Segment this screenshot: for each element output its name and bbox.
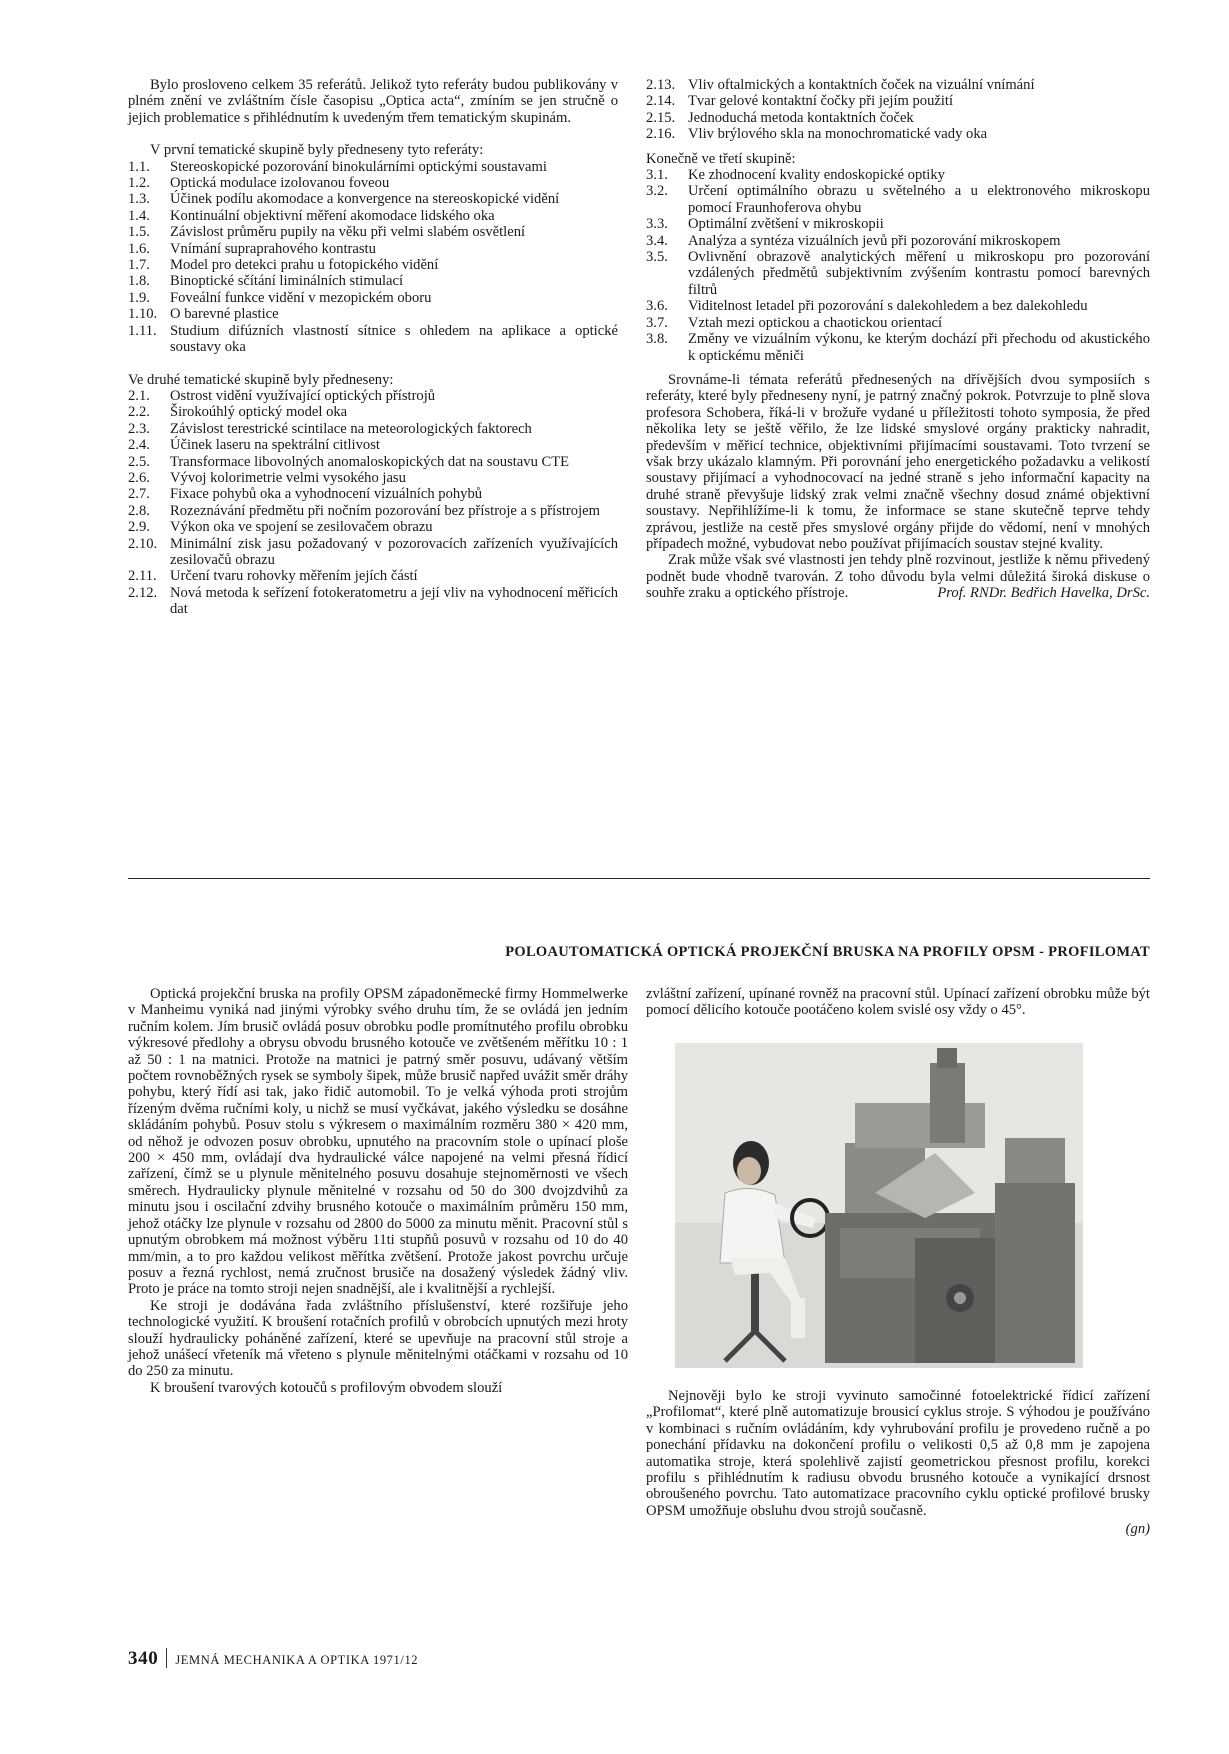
list-item-number: 1.11. <box>128 322 157 339</box>
article-paragraph-5: Nejnověji bylo ke stroji vyvinuto samočinné fotoelektrické řídicí zařízení „Profilomat“, které plně automatizuje brousicí cyklus stroje. S výhodou je používáno v kombinaci s ručním ovládáním, kdy vyhrubování profilu je provedeno ručně a po ponechání přídavku na dokončení profilu o velikosti 0,5 až 0,8 mm je zapojena automatika stroje, která spolehlivě zajistí geometrickou přesnost profilu, korekci profilu s přihlédnutím k radiusu obvodu brusného kotouče a vynikající drsnost obroušeného povrchu. Tato automatizace pracovního cyklu optické profilové brusky OPSM umožňuje obsluhu dvou strojů současně. <box>646 1388 1150 1519</box>
list-item-number: 3.4. <box>646 232 668 249</box>
list-item-text: Ke zhodnocení kvality endoskopické optiky <box>688 167 945 184</box>
list-item-text: Jednoduchá metoda kontaktních čoček <box>688 109 914 126</box>
list-item-text: Širokoúhlý optický model oka <box>170 404 348 421</box>
list-item-number: 2.1. <box>128 387 150 404</box>
footer-separator <box>166 1648 167 1668</box>
list-item-text: Model pro detekci prahu u fotopického vidění <box>170 257 439 274</box>
list-item-text: O barevné plastice <box>170 306 279 323</box>
list-item-text: Vliv oftalmických a kontaktních čoček na vizuální vnímání <box>688 77 1035 93</box>
top-left-column <box>128 77 618 618</box>
group2-heading: Ve druhé tematické skupině byly předneseny: <box>128 371 394 388</box>
list-item <box>128 175 618 191</box>
list-item <box>128 388 618 404</box>
list-item-text: Stereoskopické pozorování binokulárními optickými soustavami <box>170 158 547 175</box>
list-item-number: 1.5. <box>128 224 150 241</box>
list-item-text: Optimální zvětšení v mikroskopii <box>688 216 884 233</box>
list-item <box>128 536 618 569</box>
list-item-text: Kontinuální objektivní měření akomodace lidského oka <box>170 207 495 224</box>
page-number: 340 <box>128 1648 159 1669</box>
list-item-number: 1.10. <box>128 306 158 323</box>
list-item <box>646 183 1150 216</box>
list-item <box>646 126 1150 142</box>
list-item-number: 2.9. <box>128 519 150 536</box>
list-item <box>128 323 618 356</box>
list-item <box>128 191 618 207</box>
report-paragraph-2-text: Zrak může však své vlastnosti jen tehdy plně rozvinout, jestliže k němu přivedený podnět bude vhodně tvarován. Z toho důvodu byla velmi důležitá široká diskuse o souhře zraku a optického přístroje. <box>646 552 1150 602</box>
list-item-number: 1.2. <box>128 175 150 192</box>
list-item-number: 2.14. <box>646 93 676 110</box>
list-item-text: Foveální funkce vidění v mezopickém oboru <box>170 289 432 306</box>
article-right-column-bottom <box>646 1388 1150 1538</box>
list-item-number: 1.1. <box>128 158 150 175</box>
list-item-number: 2.5. <box>128 453 150 470</box>
list-item <box>646 249 1150 298</box>
list-item-number: 2.10. <box>128 535 158 552</box>
report-signature: Prof. RNDr. Bedřich Havelka, DrSc. <box>937 585 1150 602</box>
list-item-number: 2.15. <box>646 109 676 126</box>
list-item <box>646 77 1150 93</box>
list-item <box>128 404 618 420</box>
list-item-number: 2.4. <box>128 437 150 454</box>
list-item-text: Analýza a syntéza vizuálních jevů při pozorování mikroskopem <box>688 232 1061 249</box>
list-item <box>646 298 1150 314</box>
article-paragraph-3: K broušení tvarových kotoučů s profilovým obvodem slouží <box>150 1379 503 1396</box>
list-item-text: Určení optimálního obrazu u světelného a u elektronového mikroskopu pomocí Fraunhoferova ohybu <box>688 183 1150 216</box>
list-item <box>128 585 618 618</box>
list-item-text: Optická modulace izolovanou foveou <box>170 175 390 192</box>
list-item-number: 3.5. <box>646 249 668 266</box>
list-item-number: 2.7. <box>128 486 150 503</box>
list-item <box>128 519 618 535</box>
list-item <box>128 568 618 584</box>
list-item-number: 1.3. <box>128 191 150 208</box>
list-item <box>646 93 1150 109</box>
list-item <box>128 290 618 306</box>
group1-heading: V první tematické skupině byly předneseny tyto referáty: <box>150 142 484 159</box>
list-item-number: 2.3. <box>128 420 150 437</box>
list-item <box>128 470 618 486</box>
list-item <box>646 233 1150 249</box>
list-item-number: 1.9. <box>128 289 150 306</box>
report-paragraph-2 <box>646 552 1150 601</box>
list-item-text: Nová metoda k seřízení fotokeratometru a její vliv na vyhodnocení měřicích dat <box>170 584 618 618</box>
list-item-text: Účinek laseru na spektrální citlivost <box>170 437 380 454</box>
list-item-text: Výkon oka ve spojení se zesilovačem obrazu <box>170 519 433 536</box>
list-item-text: Určení tvaru rohovky měřením jejích částí <box>170 568 418 585</box>
list-item-text: Minimální zisk jasu požadovaný v pozorovacích zařízeních využívajících zesilovačů obrazu <box>170 535 618 568</box>
list-item <box>128 224 618 240</box>
article-paragraph-1: Optická projekční bruska na profily OPSM západoněmecké firmy Hommelwerke v Manheimu vyniká nad jinými výrobky svého druhu tím, že se ovládá jen jedním ručním kolem. Jím brusič ovládá posuv obrobku podle promítnutého profilu obrobku výkresové předlohy a obrysu obvodu brusného kotouče ve zvětšeném měřítku 10 : 1 až 50 : 1 na matnici. Protože na matnici je patrný směr posuvu, udávaný větším počtem rovnoběžných rysek se symboly šipek, může brusič napřed uvážit směr dráhy pohybu, který řídí asi tak, jako řidič automobil. To je velká výhoda proti strojům řízeným dvěma ručními koly, u nichž se musí vyčkávat, jakého výsledku se dosáhne skládáním pohybů. Posuv stolu s výkresem o maximálním rozměru 380 × 420 mm, od něhož je odvozen posuv obrobku, upnutého na pracovním stole o upínací ploše 200 × 450 mm, ovládají dva hydraulické válce napojené na velmi přesná řídicí zařízení, čímž se u plynule měnitelného posuvu dosahuje stejnoměrnosti ve všech směrech. Hydraulicky plynule měnitelné v rozsahu od 50 do 300 dvojzdvihů za minutu jsou i oscilační zdvihy brusného kotouče o maximálním průměru 150 mm, jehož otáčky lze plynule v rozsahu od 2800 do 5000 za minutu měnit. Pracovní stůl s upnutým obrobkem má možnost výběru 11ti stupňů posuvů v rozsahu od 10 do 40 mm/min, a to pro každou velikost měřítka zvětšení. Protože jakost povrchu určuje posuv a řezná rychlost, nemá zručnost brusiče na dosažený výsledek žádný vliv. Proto je práce na tomto stroji nejen snadnější, ale i kvalitnější a rychlejší. <box>128 986 628 1298</box>
list-item-text: Tvar gelové kontaktní čočky při jejím použití <box>688 93 954 110</box>
list-item-text: Transformace libovolných anomaloskopických dat na soustavu CTE <box>170 453 570 470</box>
list-item-text: Vnímání supraprahového kontrastu <box>170 240 376 257</box>
list-item-text: Účinek podílu akomodace a konvergence na stereoskopické vidění <box>170 191 560 208</box>
list-item-number: 3.3. <box>646 216 668 233</box>
page-footer <box>128 1648 418 1670</box>
list-item-text: Změny ve vizuálním výkonu, ke kterým dochází při přechodu od akustického k optickému měniči <box>688 331 1150 364</box>
top-right-column <box>646 77 1150 602</box>
grinding-machine-photo <box>675 1043 1083 1368</box>
article-paragraph-4: zvláštní zařízení, upínané rovněž na pracovní stůl. Upínací zařízení obrobku může být pomocí dělicího kotouče pootáčeno kolem svislé osy vždy o 45°. <box>646 986 1150 1019</box>
list-item <box>646 110 1150 126</box>
list-item-number: 3.2. <box>646 183 668 200</box>
list-item-number: 1.4. <box>128 207 150 224</box>
list-item-number: 3.6. <box>646 298 668 315</box>
list-item-number: 1.8. <box>128 273 150 290</box>
list-item-number: 3.1. <box>646 167 668 184</box>
journal-name: JEMNÁ MECHANIKA A OPTIKA 1971/12 <box>175 1653 419 1667</box>
group1-list <box>128 159 618 356</box>
list-item-text: Ostrost vidění využívající optických přístrojů <box>170 387 436 404</box>
list-item-number: 3.8. <box>646 331 668 348</box>
list-item-text: Vliv brýlového skla na monochromatické vady oka <box>688 126 988 143</box>
list-item <box>646 331 1150 364</box>
article-paragraph-2: Ke stroji je dodávána řada zvláštního příslušenství, které rozšiřuje jeho technologické využití. K broušení rotačních profilů v obrobcích upnutých mezi hroty slouží hydraulicky poháněné zařízení, které se upevňuje na pracovní stůl stroje a jehož unášecí vřeteník má vřeteno s plynule měnitelnými otáčkami v rozsahu od 10 do 250 za minutu. <box>128 1297 628 1380</box>
list-item <box>646 216 1150 232</box>
list-item-text: Závislost průměru pupily na věku při velmi slabém osvětlení <box>170 224 526 241</box>
article-signature: (gn) <box>1125 1521 1150 1538</box>
list-item-text: Vývoj kolorimetrie velmi vysokého jasu <box>170 469 406 486</box>
section-divider <box>128 878 1150 879</box>
group3-list <box>646 167 1150 364</box>
list-item <box>128 208 618 224</box>
group3-heading: Konečně ve třetí skupině: <box>646 150 796 167</box>
list-item <box>128 159 618 175</box>
article-headline: POLOAUTOMATICKÁ OPTICKÁ PROJEKČNÍ BRUSKA NA PROFILY OPSM - PROFILOMAT <box>505 944 1150 960</box>
list-item-number: 2.6. <box>128 469 150 486</box>
list-item-number: 2.11. <box>128 568 157 585</box>
list-item-text: Studium difúzních vlastností sítnice s ohledem na aplikace a optické soustavy oka <box>170 322 618 356</box>
list-item <box>128 486 618 502</box>
list-item-number: 2.12. <box>128 584 158 601</box>
list-item-number: 2.16. <box>646 126 676 143</box>
list-item-number: 2.8. <box>128 502 150 519</box>
list-item-number: 1.7. <box>128 257 150 274</box>
list-item <box>128 306 618 322</box>
list-item <box>128 241 618 257</box>
list-item-number: 2.2. <box>128 404 150 421</box>
list-item-text: Binoptické sčítání liminálních stimulací <box>170 273 404 290</box>
article-left-column <box>128 986 628 1396</box>
list-item <box>646 167 1150 183</box>
list-item <box>128 454 618 470</box>
list-item-text: Viditelnost letadel při pozorování s dalekohledem a bez dalekohledu <box>688 298 1088 315</box>
list-item-text: Rozeznávání předmětu při nočním pozorování bez přístroje a s přístrojem <box>170 502 600 519</box>
group2-list-b <box>646 77 1150 143</box>
list-item-number: 1.6. <box>128 240 150 257</box>
list-item <box>646 315 1150 331</box>
list-item-text: Vztah mezi optickou a chaotickou orientací <box>688 314 943 331</box>
group2-list-a <box>128 388 618 618</box>
article-right-column-top <box>646 986 1150 1019</box>
intro-paragraph: Bylo prosloveno celkem 35 referátů. Jelikož tyto referáty budou publikovány v plném znění ve zvláštním čísle časopisu „Optica acta“, zmíním se jen stručně o jejich problematice s přihlédnutím k uvedeným třem tematickým skupinám. <box>128 77 618 126</box>
list-item-text: Ovlivnění obrazově analytických měření u mikroskopu pro pozorování vzdálených předmětů subjektivním zvýšením kontrastu pomocí barevných filtrů <box>688 249 1150 298</box>
list-item-number: 3.7. <box>646 314 668 331</box>
list-item <box>128 273 618 289</box>
list-item <box>128 421 618 437</box>
report-paragraph-1: Srovnáme-li témata referátů přednesených na dřívějších dvou symposiích s referáty, které byly předneseny nyní, je patrný značný pokrok. Potvrzuje to plně slova profesora Schobera, říká-li v brožuře vydané u příležitosti tohoto symposia, že před několika lety se ještě věřilo, že lze lidské smyslové orgány prakticky nahradit, především v měřicí technice, objektivními přijímacími soustavami. Toto tvrzení se však brzy ukázalo klamným. Při porovnání jeho energetického požadavku a velikostí soustavy přijímací a vyhodnocovací na jedné straně s jeho informační kapacity na druhé straně převyšuje lidský zrak velmi značně všechny dosud známé objektivní soustavy. Nepřihlížíme-li k tomu, že informace se stane skutečně teprve tehdy zprávou, jestliže na cestě přes smyslové orgány přijde do vědomí, není v mnohých případech možné, vybudovat nebo používat přijímacích soustav stejné kvality. <box>646 371 1150 552</box>
list-item-number: 2.13. <box>646 77 676 93</box>
list-item-text: Závislost terestrické scintilace na meteorologických faktorech <box>170 420 532 437</box>
list-item-text: Fixace pohybů oka a vyhodnocení vizuálních pohybů <box>170 486 483 503</box>
list-item <box>128 257 618 273</box>
list-item <box>128 503 618 519</box>
list-item <box>128 437 618 453</box>
